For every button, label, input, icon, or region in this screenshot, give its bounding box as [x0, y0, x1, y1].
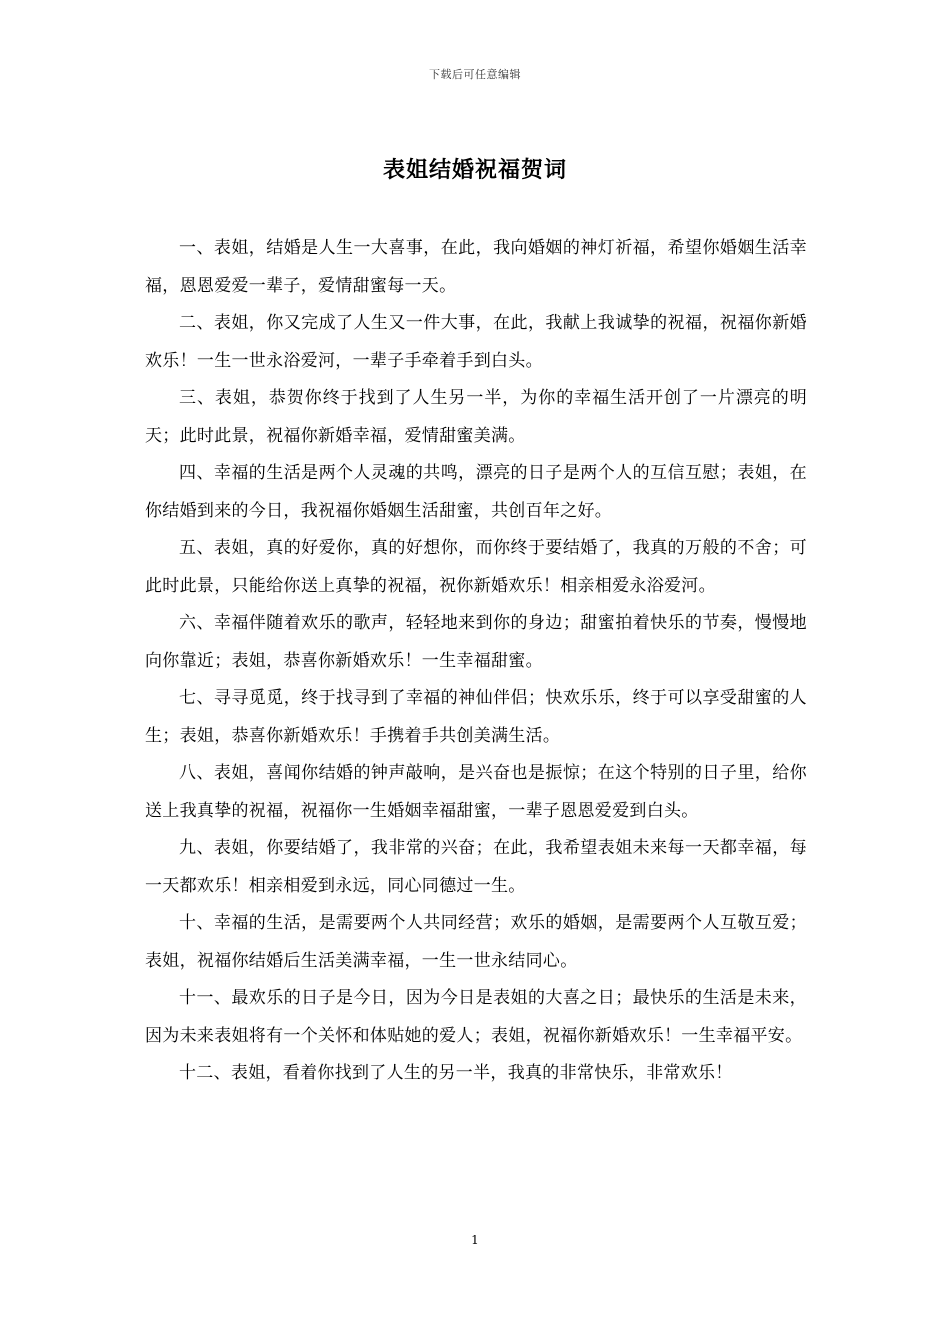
- paragraph-7: 七、寻寻觅觅，终于找寻到了幸福的神仙伴侣；快欢乐乐，终于可以享受甜蜜的人生；表姐，恭喜你新婚欢乐！手携着手共创美满生活。: [145, 688, 807, 746]
- page-header: 下载后可任意编辑: [429, 68, 521, 81]
- paragraph-12: 十二、表姐，看着你找到了人生的另一半，我真的非常快乐，非常欢乐！: [179, 1063, 733, 1083]
- paragraph-6: 六、幸福伴随着欢乐的歌声，轻轻地来到你的身边；甜蜜拍着快乐的节奏，慢慢地向你靠近；表姐，恭喜你新婚欢乐！一生幸福甜蜜。: [145, 613, 807, 671]
- paragraph-11: 十一、最欢乐的日子是今日，因为今日是表姐的大喜之日；最快乐的生活是未来，因为未来表姐将有一个关怀和体贴她的爱人；表姐，祝福你新婚欢乐！一生幸福平安。: [145, 988, 807, 1046]
- paragraph-9: 九、表姐，你要结婚了，我非常的兴奋；在此，我希望表姐未来每一天都幸福，每一天都欢乐！相亲相爱到永远，同心同德过一生。: [145, 838, 807, 896]
- page-title: 表姐结婚祝福贺词: [382, 157, 567, 183]
- paragraph-10: 十、幸福的生活，是需要两个人共同经营；欢乐的婚姻，是需要两个人互敬互爱；表姐，祝福你结婚后生活美满幸福，一生一世永结同心。: [145, 913, 807, 971]
- paragraph-8: 八、表姐，喜闻你结婚的钟声敲响，是兴奋也是振惊；在这个特别的日子里，给你送上我真挚的祝福，祝福你一生婚姻幸福甜蜜，一辈子恩恩爱爱到白头。: [145, 763, 807, 821]
- document-body: [145, 230, 807, 1093]
- paragraph-2: 二、表姐，你又完成了人生又一件大事，在此，我献上我诚挚的祝福，祝福你新婚欢乐！一生一世永浴爱河，一辈子手牵着手到白头。: [145, 313, 807, 371]
- paragraph-5: 五、表姐，真的好爱你，真的好想你，而你终于要结婚了，我真的万般的不舍；可此时此景，只能给你送上真挚的祝福，祝你新婚欢乐！相亲相爱永浴爱河。: [145, 538, 807, 596]
- page-number: 1: [471, 1233, 479, 1247]
- paragraph-4: 四、幸福的生活是两个人灵魂的共鸣，漂亮的日子是两个人的互信互慰；表姐，在你结婚到来的今日，我祝福你婚姻生活甜蜜，共创百年之好。: [145, 463, 807, 521]
- paragraph-1: 一、表姐，结婚是人生一大喜事，在此，我向婚姻的神灯祈福，希望你婚姻生活幸福，恩恩爱爱一辈子，爱情甜蜜每一天。: [145, 238, 807, 296]
- paragraph-3: 三、表姐，恭贺你终于找到了人生另一半，为你的幸福生活开创了一片漂亮的明天；此时此景，祝福你新婚幸福，爱情甜蜜美满。: [145, 388, 807, 446]
